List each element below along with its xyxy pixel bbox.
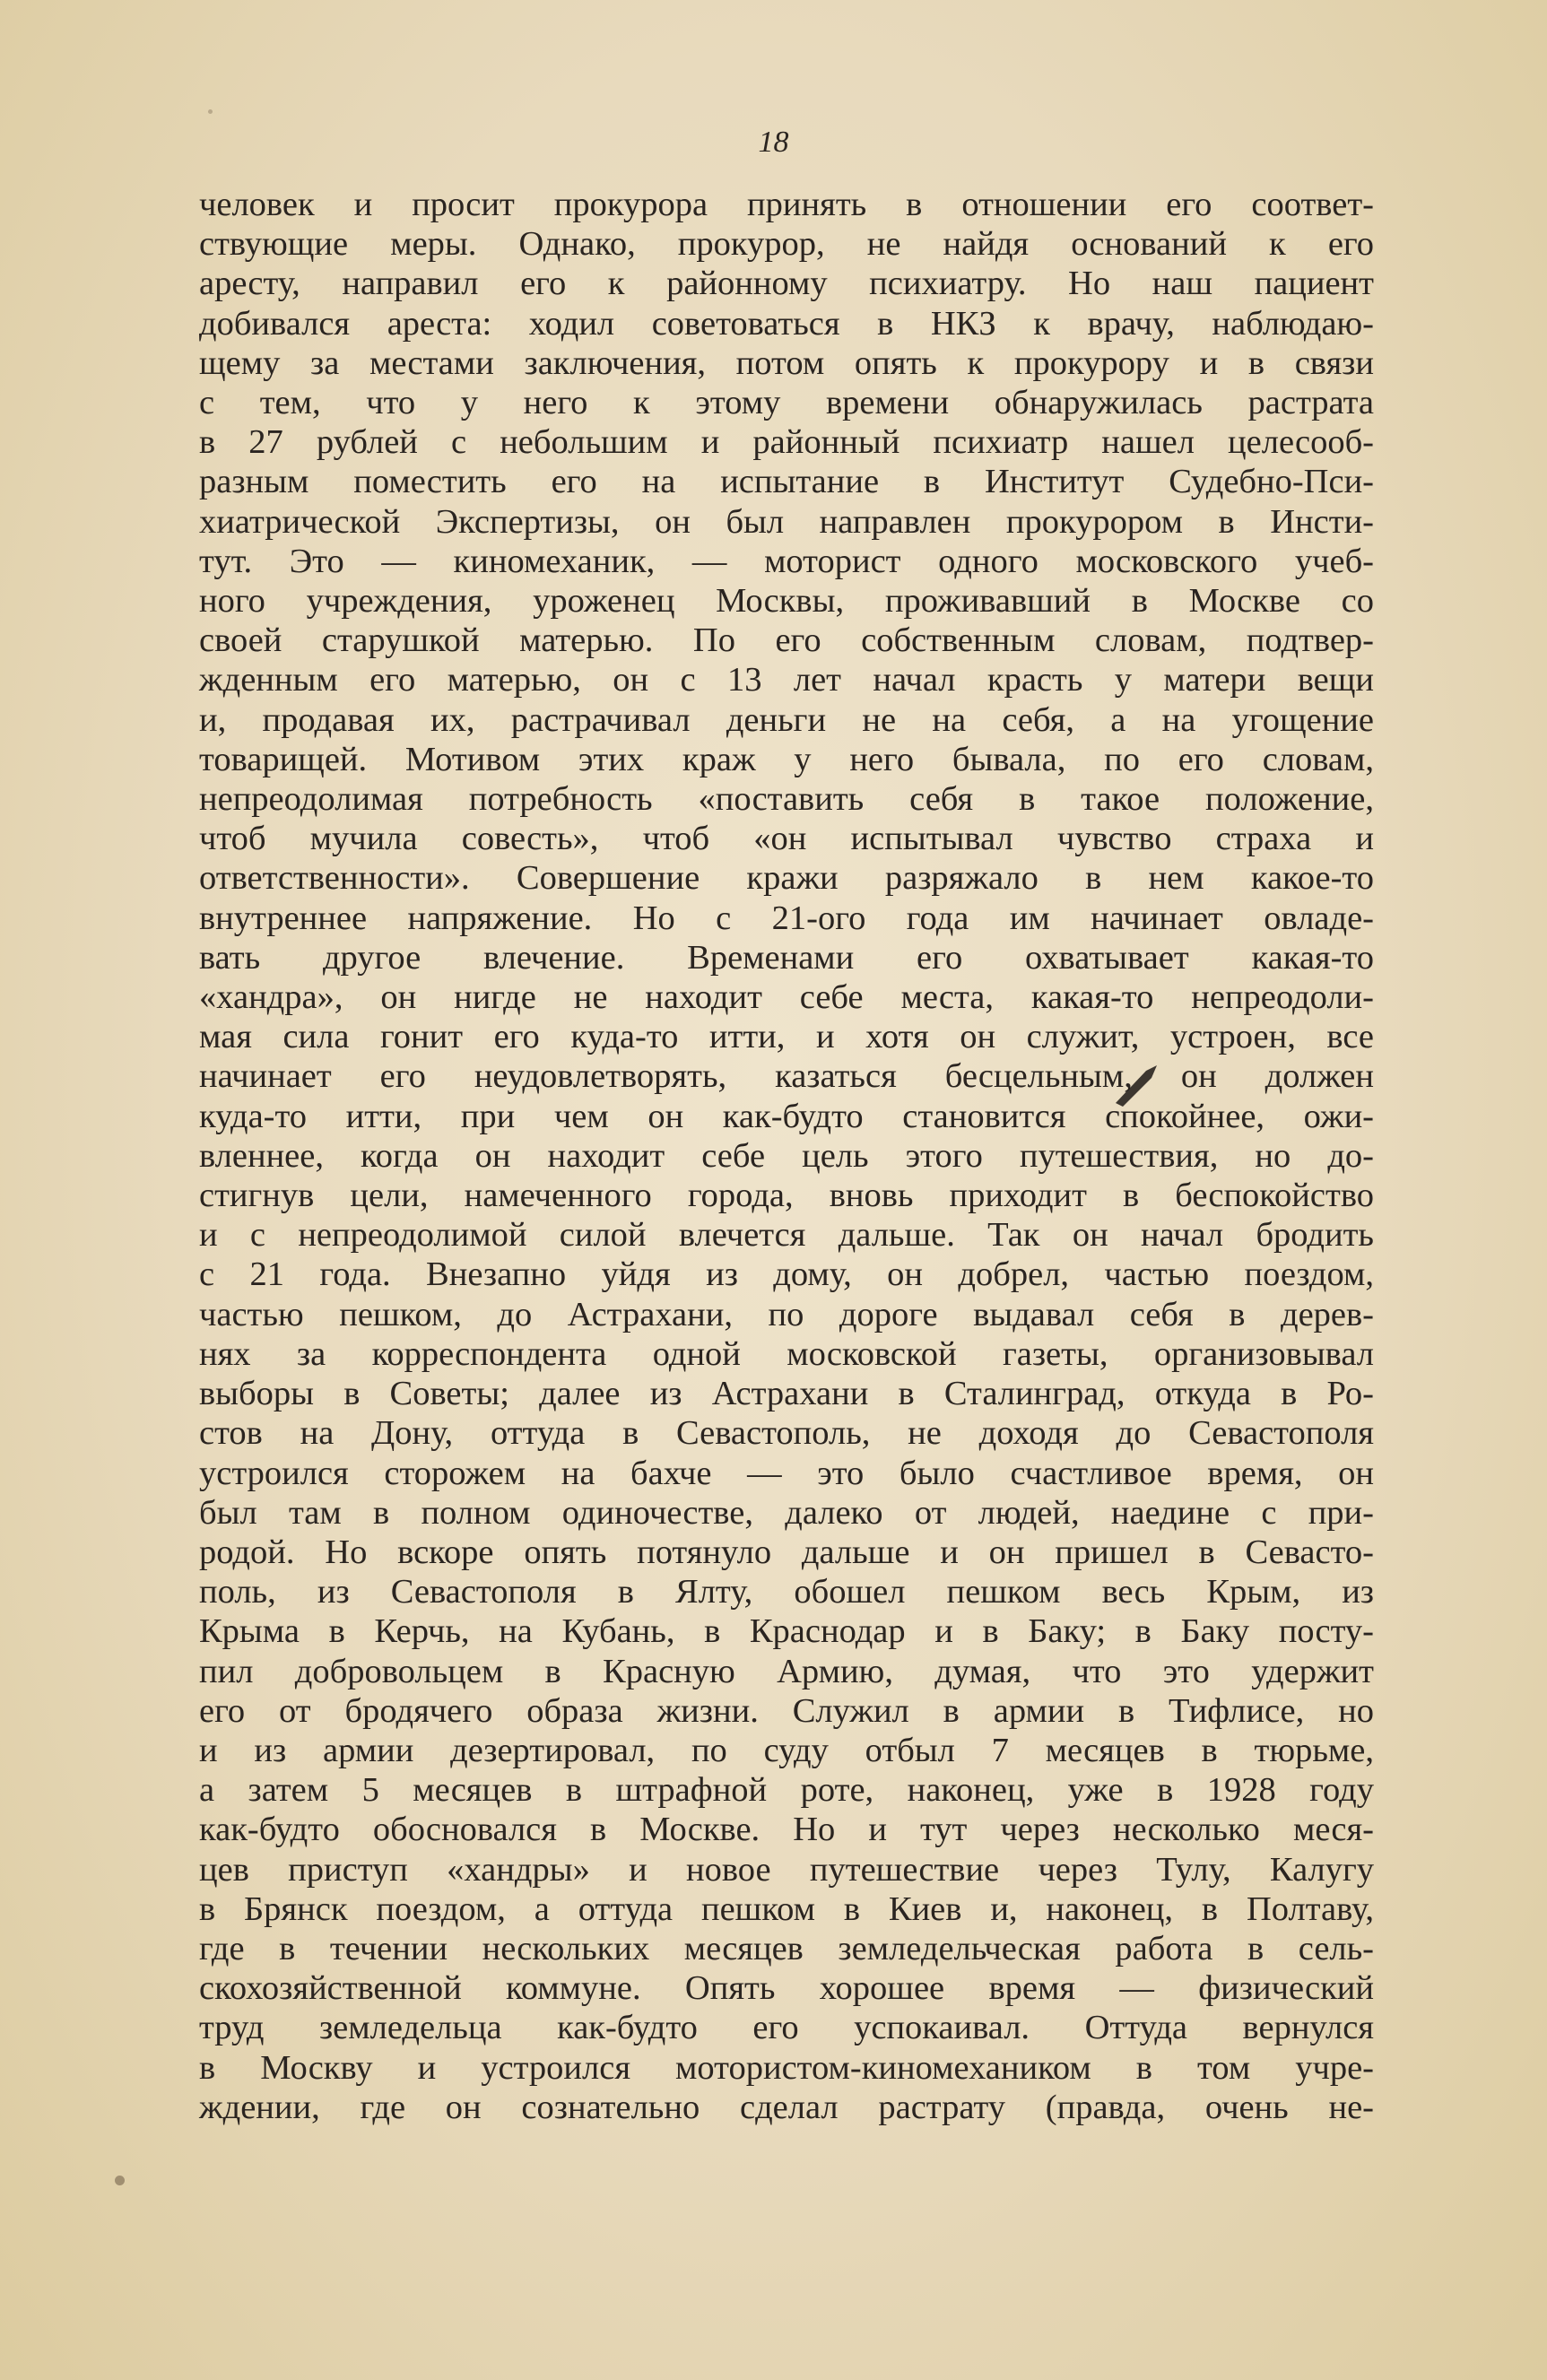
ink-speck: [208, 109, 213, 114]
ink-speck: [115, 2176, 125, 2185]
text-line: мая сила гонит его куда-то итти, и хотя он служит, устроен, все: [199, 1018, 1374, 1056]
text-line: устроился сторожем на бахче — это было счастливое время, он: [199, 1454, 1374, 1492]
text-line: и, продавая их, растрачивал деньги не на себя, а на угощение: [199, 700, 1374, 739]
text-line: нях за корреспондента одной московской газеты, организовывал: [199, 1334, 1374, 1373]
text-line: в 27 рублей с небольшим и районный психиатр нашел целесооб-: [199, 423, 1374, 462]
text-line: чтоб мучила совесть», чтоб «он испытывал чувство страха и: [199, 820, 1374, 858]
text-line: «хандра», он нигде не находит себе места, какая-то непреодоли-: [199, 978, 1374, 1017]
text-line: частью пешком, до Астрахани, по дороге выдавал себя в дерев-: [199, 1295, 1374, 1333]
text-line: ного учреждения, уроженец Москвы, проживавший в Москве со: [199, 582, 1374, 621]
text-line: был там в полном одиночестве, далеко от людей, наедине с при-: [199, 1493, 1374, 1532]
pen-mark: [1110, 1058, 1164, 1112]
text-line: ждении, где он сознательно сделал растрату (правда, очень не-: [199, 2088, 1374, 2126]
text-line: цев приступ «хандры» и новое путешествие через Тулу, Калугу: [199, 1850, 1374, 1889]
text-line: в Москву и устроился мотористом-киномехаником в том учре-: [199, 2048, 1374, 2087]
text-line: жденным его матерью, он с 13 лет начал красть у матери вещи: [199, 661, 1374, 699]
text-line: внутреннее напряжение. Но с 21-ого года им начинает овладе-: [199, 899, 1374, 937]
text-line: где в течении нескольких месяцев земледельческая работа в сель-: [199, 1929, 1374, 1967]
text-line: добивался ареста: ходил советоваться в НКЗ к врачу, наблюдаю-: [199, 304, 1374, 343]
text-line: как-будто обосновался в Москве. Но и тут через несколько меся-: [199, 1811, 1374, 1849]
text-line: скохозяйственной коммуне. Опять хорошее время — физический: [199, 1969, 1374, 2008]
text-line: разным поместить его на испытание в Институт Судебно-Пси-: [199, 463, 1374, 501]
text-line: а затем 5 месяцев в штрафной роте, наконец, уже в 1928 году: [199, 1771, 1374, 1810]
text-line: куда-то итти, при чем он как-будто становится спокойнее, ожи-: [199, 1097, 1374, 1135]
text-line: поль, из Севастополя в Ялту, обошел пешком весь Крым, из: [199, 1573, 1374, 1611]
text-line: человек и просит прокурора принять в отношении его соответ-: [199, 186, 1374, 223]
text-line: родой. Но вскоре опять потянуло дальше и он пришел в Севасто-: [199, 1533, 1374, 1571]
text-line: стов на Дону, оттуда в Севастополь, не доходя до Севастополя: [199, 1414, 1374, 1453]
text-line: и из армии дезертировал, по суду отбыл 7 месяцев в тюрьме,: [199, 1731, 1374, 1769]
text-line: вать другое влечение. Временами его охватывает какая-то: [199, 938, 1374, 977]
text-line: ответственности». Совершение кражи разряжало в нем какое-то: [199, 859, 1374, 898]
text-line: ствующие меры. Однако, прокурор, не найдя оснований к его: [199, 225, 1374, 264]
text-line: товарищей. Мотивом этих краж у него бывала, по его словам,: [199, 740, 1374, 778]
text-line: тут. Это — киномеханик, — моторист одного московского учеб-: [199, 542, 1374, 580]
text-line: стигнув цели, намеченного города, вновь приходит в беспокойство: [199, 1177, 1374, 1215]
text-line: аресту, направил его к районному психиатру. Но наш пациент: [199, 265, 1374, 303]
text-line: с тем, что у него к этому времени обнаружилась растрата: [199, 384, 1374, 422]
text-line: хиатрической Экспертизы, он был направлен прокурором в Инсти-: [199, 502, 1374, 541]
text-line: труд земледельца как-будто его успокаивал. Оттуда вернулся: [199, 2009, 1374, 2047]
text-line: непреодолимая потребность «поставить себя в такое положение,: [199, 780, 1374, 819]
text-line: вленнее, когда он находит себе цель этого путешествия, но до-: [199, 1136, 1374, 1175]
text-line: и с непреодолимой силой влечется дальше. Так он начал бродить: [199, 1216, 1374, 1255]
text-line: своей старушкой матерью. По его собственным словам, подтвер-: [199, 621, 1374, 660]
text-line: в Брянск поездом, а оттуда пешком в Киев и, наконец, в Полтаву,: [199, 1889, 1374, 1928]
body-text: [199, 185, 1374, 2127]
page-number: 18: [758, 126, 789, 159]
text-line: его от бродячего образа жизни. Служил в армии в Тифлисе, но: [199, 1691, 1374, 1730]
text-line: щему за местами заключения, потом опять к прокурору и в связи: [199, 343, 1374, 382]
text-line: с 21 года. Внезапно уйдя из дому, он добрел, частью поездом,: [199, 1255, 1374, 1294]
text-line: выборы в Советы; далее из Астрахани в Сталинград, откуда в Ро-: [199, 1375, 1374, 1413]
text-line: Крыма в Керчь, на Кубань, в Краснодар и в Баку; в Баку посту-: [199, 1612, 1374, 1651]
text-line: пил добровольцем в Красную Армию, думая, что это удержит: [199, 1652, 1374, 1690]
text-line: начинает его неудовлетворять, казаться бесцельным, он должен: [199, 1057, 1374, 1096]
